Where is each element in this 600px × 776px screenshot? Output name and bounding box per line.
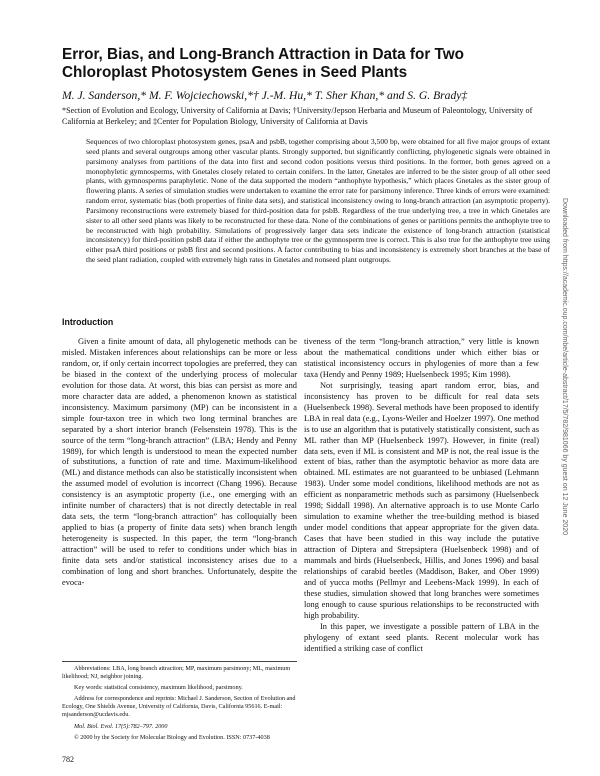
affiliations: *Section of Evolution and Ecology, University of California at Davis; †University/Jepson Herbaria and Museum of Paleontology, University of California at Berkeley; and ‡Center for Population Biology, University of California at Davis [62, 106, 533, 126]
paper-title: Error, Bias, and Long-Branch Attraction in Data for Two Chloroplast Photosystem Genes in Seed Plants [62, 46, 464, 81]
footnote-keywords: Key words: statistical consistency, maximum likelihood, parsimony. [74, 684, 243, 692]
journal-citation: Mol. Biol. Evol. 17(5):782–797. 2000 [74, 722, 168, 730]
left-column [62, 337, 297, 668]
paragraph: tiveness of the term “long-branch attraction,” very little is known about the mathematical conditions under which either bias or statistical inconsistency occurs in phylogenies of more than a few taxa (Hendy and Penny 1989; Huelsenbeck 1995; Kim 1998). [304, 337, 539, 379]
author-list: M. J. Sanderson,* M. F. Wojciechowski,*† J.-M. Hu,* T. Sher Khan,* and S. G. Brady‡ [62, 89, 468, 102]
right-column [304, 337, 539, 767]
footnote-address: Address for correspondence and reprints: Michael J. Sanderson, Section of Evolution and Ecology, One Shields Avenue, University of California, Davis, California 95616. E-mail: mjsanderson@ucdavis.edu. [62, 695, 296, 719]
download-watermark[interactable]: Downloaded from https://academic.oup.com/mbe/article-abstract/17/5/782/981066 by guest on 12 June 2020 [561, 198, 568, 535]
section-heading-introduction: Introduction [62, 317, 114, 327]
footnotes [62, 661, 297, 745]
paragraph: Given a finite amount of data, all phylogenetic methods can be misled. Mistaken inferences about relationships can be more or less random, or, if only certain incorrect topologies are preferred, they can be biased in the context of the underlying process of molecular evolution for those data. At worst, this bias can persist as more and more character data are added, a phenomenon known as statistical inconsistency. Maximum parsimony (MP) can be inconsistent in a simple four-taxon tree in which two long terminal branches are separated by a short interior branch (Felsenstein 1978). This is the source of the term “long-branch attraction” (LBA; Hendy and Penny 1989), for which length is understood to mean the expected number of substitutions, a function of rate and time. Maximum-likelihood (ML) and distance methods can also be statistically inconsistent when the assumed model of evolution is incorrect (Chang 1996). Because consistency is an asymptotic property (i.e., one emerging with an infinite number of characters) that is not directly detectable in real data sets, the term “long-branch attraction” has colloquially been applied to bias (a property of finite data sets) when branch length heterogeneity is suspected. In this paper, the term “long-branch attraction” will be used to refer to conditions under which bias in finite data sets and/or statistical inconsistency arises due to a combination of long and short branches. Unfortunately, despite the evoca- [62, 337, 297, 587]
paragraph: Not surprisingly, teasing apart random error, bias, and inconsistency has proven to be difficult for real data sets (Huelsenbeck 1998). Several methods have been proposed to identify LBA in real data (e.g., Lyons-Weiler and Hoelzer 1997). One method is to use an algorithm that is putatively statistically consistent, such as ML rather than MP (Huelsenbeck 1997). However, in finite (real) data sets, even if ML is consistent and MP is not, the real issue is the extent of bias, rather than the asymptotic behavior as more data are obtained. ML estimates are not guaranteed to be unbiased (Lehmann 1983). Under some model conditions, likelihood methods are not as efficient as nonparametric methods such as parsimony (Huelsenbeck 1998; Siddall 1998). An alternative approach is to use Monte Carlo simulation to examine whether the tree-building method is biased under model conditions that appear appropriate for the given data. Cases that have been studied in this way include the putative attraction of Diptera and Strepsiptera (Huelsenbeck 1998) and of mammals and birds (Huelsenbeck, Hillis, and Jones 1996) and basal relationships of carabid beetles (Maddison, Baker, and Ober 1999) and of yucca moths (Pellmyr and Leebens-Mack 1999). In each of these studies, simulation showed that long branches were sometimes long enough to cause spurious relationships to be reconstructed with high probability. [304, 380, 539, 620]
footnote-divider [62, 661, 297, 662]
abstract: Sequences of two chloroplast photosystem genes, psaA and psbB, together comprising about 3,500 bp, were obtained for all five major groups of extant seed plants and several outgroups among other vascular plants. Strongly supported, but significantly conflicting, phylogenetic signals were obtained in parsimony analyses from partitions of the data into first and second codon positions versus third positions. In the former, both genes agreed on a monophyletic gymnosperms, with Gnetales closely related to certain conifers. In the latter, Gnetales are inferred to be the sister group of all other seed plants, with gymnosperms paraphyletic. None of the data supported the modern “anthophyte hypothesis,” which places Gnetales as the sister group of flowering plants. A series of simulation studies were undertaken to examine the error rate for parsimony inference. Three kinds of errors were examined: random error, systematic bias (both properties of finite data sets), and statistical inconsistency owing to long-branch attraction (an asymptotic property). Parsimony reconstructions were extremely biased for third-position data for psbB. Regardless of the true underlying tree, a tree in which Gnetales are sister to all other seed plants was likely to be reconstructed for these data. None of the combinations of genes or partitions permits the anthophyte tree to be reconstructed with high probability. Simulations of progressively larger data sets indicate the existence of long-branch attraction (statistical inconsistency) for third-position psbB data if either the anthophyte tree or the gymnosperm tree is correct. This is also true for the anthophyte tree using either psaA third positions or psbB first and second positions. A factor contributing to bias and inconsistency is extremely short branches at the base of the seed plant radiation, coupled with extremely high rates in Gnetales and nonseed plant outgroups. [86, 137, 550, 265]
paragraph: In this paper, we investigate a possible pattern of LBA in the phylogeny of extant seed plants. Recent molecular work has identified a striking case of conflict [304, 621, 539, 653]
page-number: 782 [62, 755, 74, 764]
copyright: © 2000 by the Society for Molecular Biology and Evolution. ISSN: 0737-4038 [74, 733, 270, 741]
footnote-abbreviations: Abbreviations: LBA, long branch attraction; MP, maximum parsimony; ML, maximum likelihood; NJ, neighbor joining. [62, 665, 291, 681]
